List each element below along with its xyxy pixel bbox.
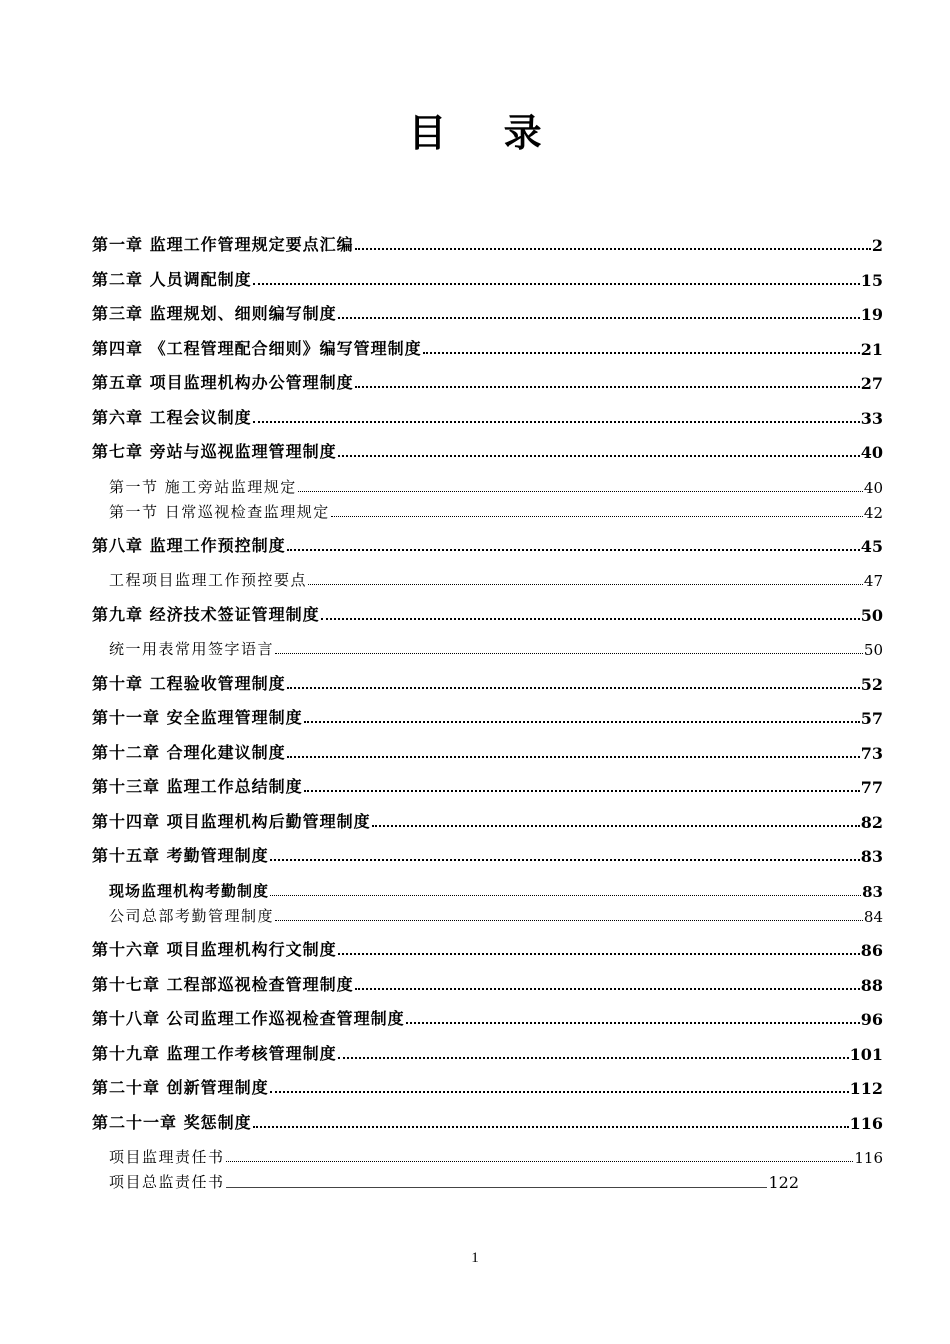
toc-entry-page: 40 xyxy=(860,443,883,462)
dot-leader xyxy=(298,491,863,492)
toc-entry-label: 第六章 工程会议制度 xyxy=(92,408,252,427)
toc-entry-chapter-12[interactable] xyxy=(92,739,883,763)
toc-entry-label: 第三章 监理规划、细则编写制度 xyxy=(92,304,337,323)
dot-leader xyxy=(423,352,860,354)
dot-leader xyxy=(355,248,871,250)
toc-entry-section[interactable] xyxy=(109,877,883,901)
toc-entry-chapter-5[interactable] xyxy=(92,369,883,393)
toc-entry-page: 84 xyxy=(863,908,883,926)
dot-leader xyxy=(253,1126,849,1128)
toc-entry-label: 工程项目监理工作预控要点 xyxy=(109,571,308,589)
toc-entry-label: 第五章 项目监理机构办公管理制度 xyxy=(92,373,354,392)
dot-leader xyxy=(355,386,860,388)
toc-entry-page: 19 xyxy=(860,305,883,324)
toc-entry-label: 第二十章 创新管理制度 xyxy=(92,1078,269,1097)
toc-entry-chapter-2[interactable] xyxy=(92,266,883,290)
toc-entry-chapter-13[interactable] xyxy=(92,773,883,797)
toc-entry-page: 15 xyxy=(860,271,883,290)
toc-entry-chapter-14[interactable] xyxy=(92,808,883,832)
dot-leader xyxy=(270,859,860,861)
toc-entry-chapter-1[interactable] xyxy=(92,231,883,255)
dot-leader xyxy=(275,920,863,921)
dot-leader xyxy=(270,895,861,896)
toc-entry-label: 第十四章 项目监理机构后勤管理制度 xyxy=(92,812,371,831)
toc-entry-chapter-16[interactable] xyxy=(92,936,883,960)
toc-entry-chapter-10[interactable] xyxy=(92,670,883,694)
toc-entry-page: 45 xyxy=(860,537,883,556)
toc-entry-label: 第四章 《工程管理配合细则》编写管理制度 xyxy=(92,339,422,358)
dot-leader xyxy=(287,756,860,758)
toc-entry-section[interactable] xyxy=(109,635,883,659)
dot-leader xyxy=(338,1057,849,1059)
dot-leader xyxy=(338,953,860,955)
underline-leader xyxy=(226,1187,768,1188)
toc-entry-label: 第十章 工程验收管理制度 xyxy=(92,674,286,693)
toc-entry-section[interactable] xyxy=(109,498,883,522)
toc-entry-label: 第二十一章 奖惩制度 xyxy=(92,1113,252,1132)
toc-entry-label: 第七章 旁站与巡视监理管理制度 xyxy=(92,442,337,461)
dot-leader xyxy=(331,516,863,517)
toc-entry-page: 96 xyxy=(860,1010,883,1029)
toc-entry-label: 项目监理责任书 xyxy=(109,1148,225,1166)
toc-entry-chapter-4[interactable] xyxy=(92,335,883,359)
toc-entry-page: 82 xyxy=(860,813,883,832)
toc-entry-chapter-3[interactable] xyxy=(92,300,883,324)
toc-entry-chapter-20[interactable] xyxy=(92,1074,883,1098)
toc-entry-chapter-6[interactable] xyxy=(92,404,883,428)
toc-entry-page: 33 xyxy=(860,409,883,428)
toc-entry-page: 73 xyxy=(860,744,883,763)
toc-entry-label: 现场监理机构考勤制度 xyxy=(109,882,270,900)
dot-leader xyxy=(308,584,863,585)
dot-leader xyxy=(338,317,860,319)
toc-entry-chapter-7[interactable] xyxy=(92,438,883,462)
toc-entry-label: 第九章 经济技术签证管理制度 xyxy=(92,605,320,624)
toc-entry-section[interactable] xyxy=(109,473,883,497)
toc-entry-chapter-17[interactable] xyxy=(92,971,883,995)
toc-entry-page: 47 xyxy=(863,572,883,590)
toc-entry-section[interactable] xyxy=(109,902,883,926)
page-number-footer: 1 xyxy=(471,1250,479,1266)
toc-entry-page: 86 xyxy=(860,941,883,960)
toc-entry-label: 项目总监责任书 xyxy=(109,1173,225,1191)
toc-entry-label: 公司总部考勤管理制度 xyxy=(109,907,275,925)
dot-leader xyxy=(253,283,860,285)
toc-entry-chapter-9[interactable] xyxy=(92,601,883,625)
toc-entry-chapter-15[interactable] xyxy=(92,842,883,866)
toc-entry-section[interactable] xyxy=(109,1143,883,1167)
toc-entry-page: 116 xyxy=(854,1149,883,1167)
toc-entry-page: 57 xyxy=(860,709,883,728)
dot-leader xyxy=(406,1022,860,1024)
toc-entry-page: 112 xyxy=(849,1079,883,1098)
toc-entry-label: 第十八章 公司监理工作巡视检查管理制度 xyxy=(92,1009,405,1028)
dot-leader xyxy=(372,825,860,827)
toc-entry-page: 122 xyxy=(768,1173,799,1192)
toc-entry-label: 第二章 人员调配制度 xyxy=(92,270,252,289)
toc-entry-chapter-18[interactable] xyxy=(92,1005,883,1029)
toc-entry-page: 77 xyxy=(860,778,883,797)
dot-leader xyxy=(304,721,860,723)
toc-entry-page: 116 xyxy=(849,1114,883,1133)
dot-leader xyxy=(226,1161,854,1162)
page-title: 目 录 xyxy=(408,110,564,155)
toc-entry-chapter-19[interactable] xyxy=(92,1040,883,1064)
toc-entry-label: 第八章 监理工作预控制度 xyxy=(92,536,286,555)
dot-leader xyxy=(355,988,860,990)
toc-entry-label: 第十五章 考勤管理制度 xyxy=(92,846,269,865)
dot-leader xyxy=(253,421,860,423)
dot-leader xyxy=(275,653,863,654)
toc-entry-chapter-11[interactable] xyxy=(92,704,883,728)
toc-entry-label: 第一章 监理工作管理规定要点汇编 xyxy=(92,235,354,254)
toc-entry-page: 2 xyxy=(871,236,883,255)
toc-entry-page: 21 xyxy=(860,340,883,359)
toc-entry-page: 50 xyxy=(860,606,883,625)
toc-entry-label: 第十六章 项目监理机构行文制度 xyxy=(92,940,337,959)
toc-entry-page: 83 xyxy=(860,847,883,866)
toc-entry-page: 52 xyxy=(860,675,883,694)
toc-entry-page: 50 xyxy=(863,641,883,659)
toc-entry-label: 统一用表常用签字语言 xyxy=(109,640,275,658)
toc-entry-label: 第十七章 工程部巡视检查管理制度 xyxy=(92,975,354,994)
toc-entry-page: 42 xyxy=(863,504,883,522)
toc-entry-label: 第十三章 监理工作总结制度 xyxy=(92,777,303,796)
toc-entry-section[interactable] xyxy=(109,566,883,590)
toc-entry-label: 第十一章 安全监理管理制度 xyxy=(92,708,303,727)
toc-entry-page: 83 xyxy=(862,883,883,901)
toc-entry-label: 第一节 日常巡视检查监理规定 xyxy=(109,503,330,521)
toc-entry-label: 第十二章 合理化建议制度 xyxy=(92,743,286,762)
dot-leader xyxy=(270,1091,849,1093)
toc-entry-page: 101 xyxy=(849,1045,883,1064)
dot-leader xyxy=(287,549,860,551)
toc-entry-label: 第一节 施工旁站监理规定 xyxy=(109,478,297,496)
dot-leader xyxy=(287,687,860,689)
toc-entry-page: 88 xyxy=(860,976,883,995)
toc-entry-section[interactable] xyxy=(109,1168,799,1192)
dot-leader xyxy=(304,790,860,792)
toc-entry-chapter-8[interactable] xyxy=(92,532,883,556)
dot-leader xyxy=(338,455,860,457)
toc-entry-page: 27 xyxy=(860,374,883,393)
toc-entry-label: 第十九章 监理工作考核管理制度 xyxy=(92,1044,337,1063)
toc-entry-page: 40 xyxy=(863,479,883,497)
toc-entry-chapter-21[interactable] xyxy=(92,1109,883,1133)
dot-leader xyxy=(321,618,860,620)
